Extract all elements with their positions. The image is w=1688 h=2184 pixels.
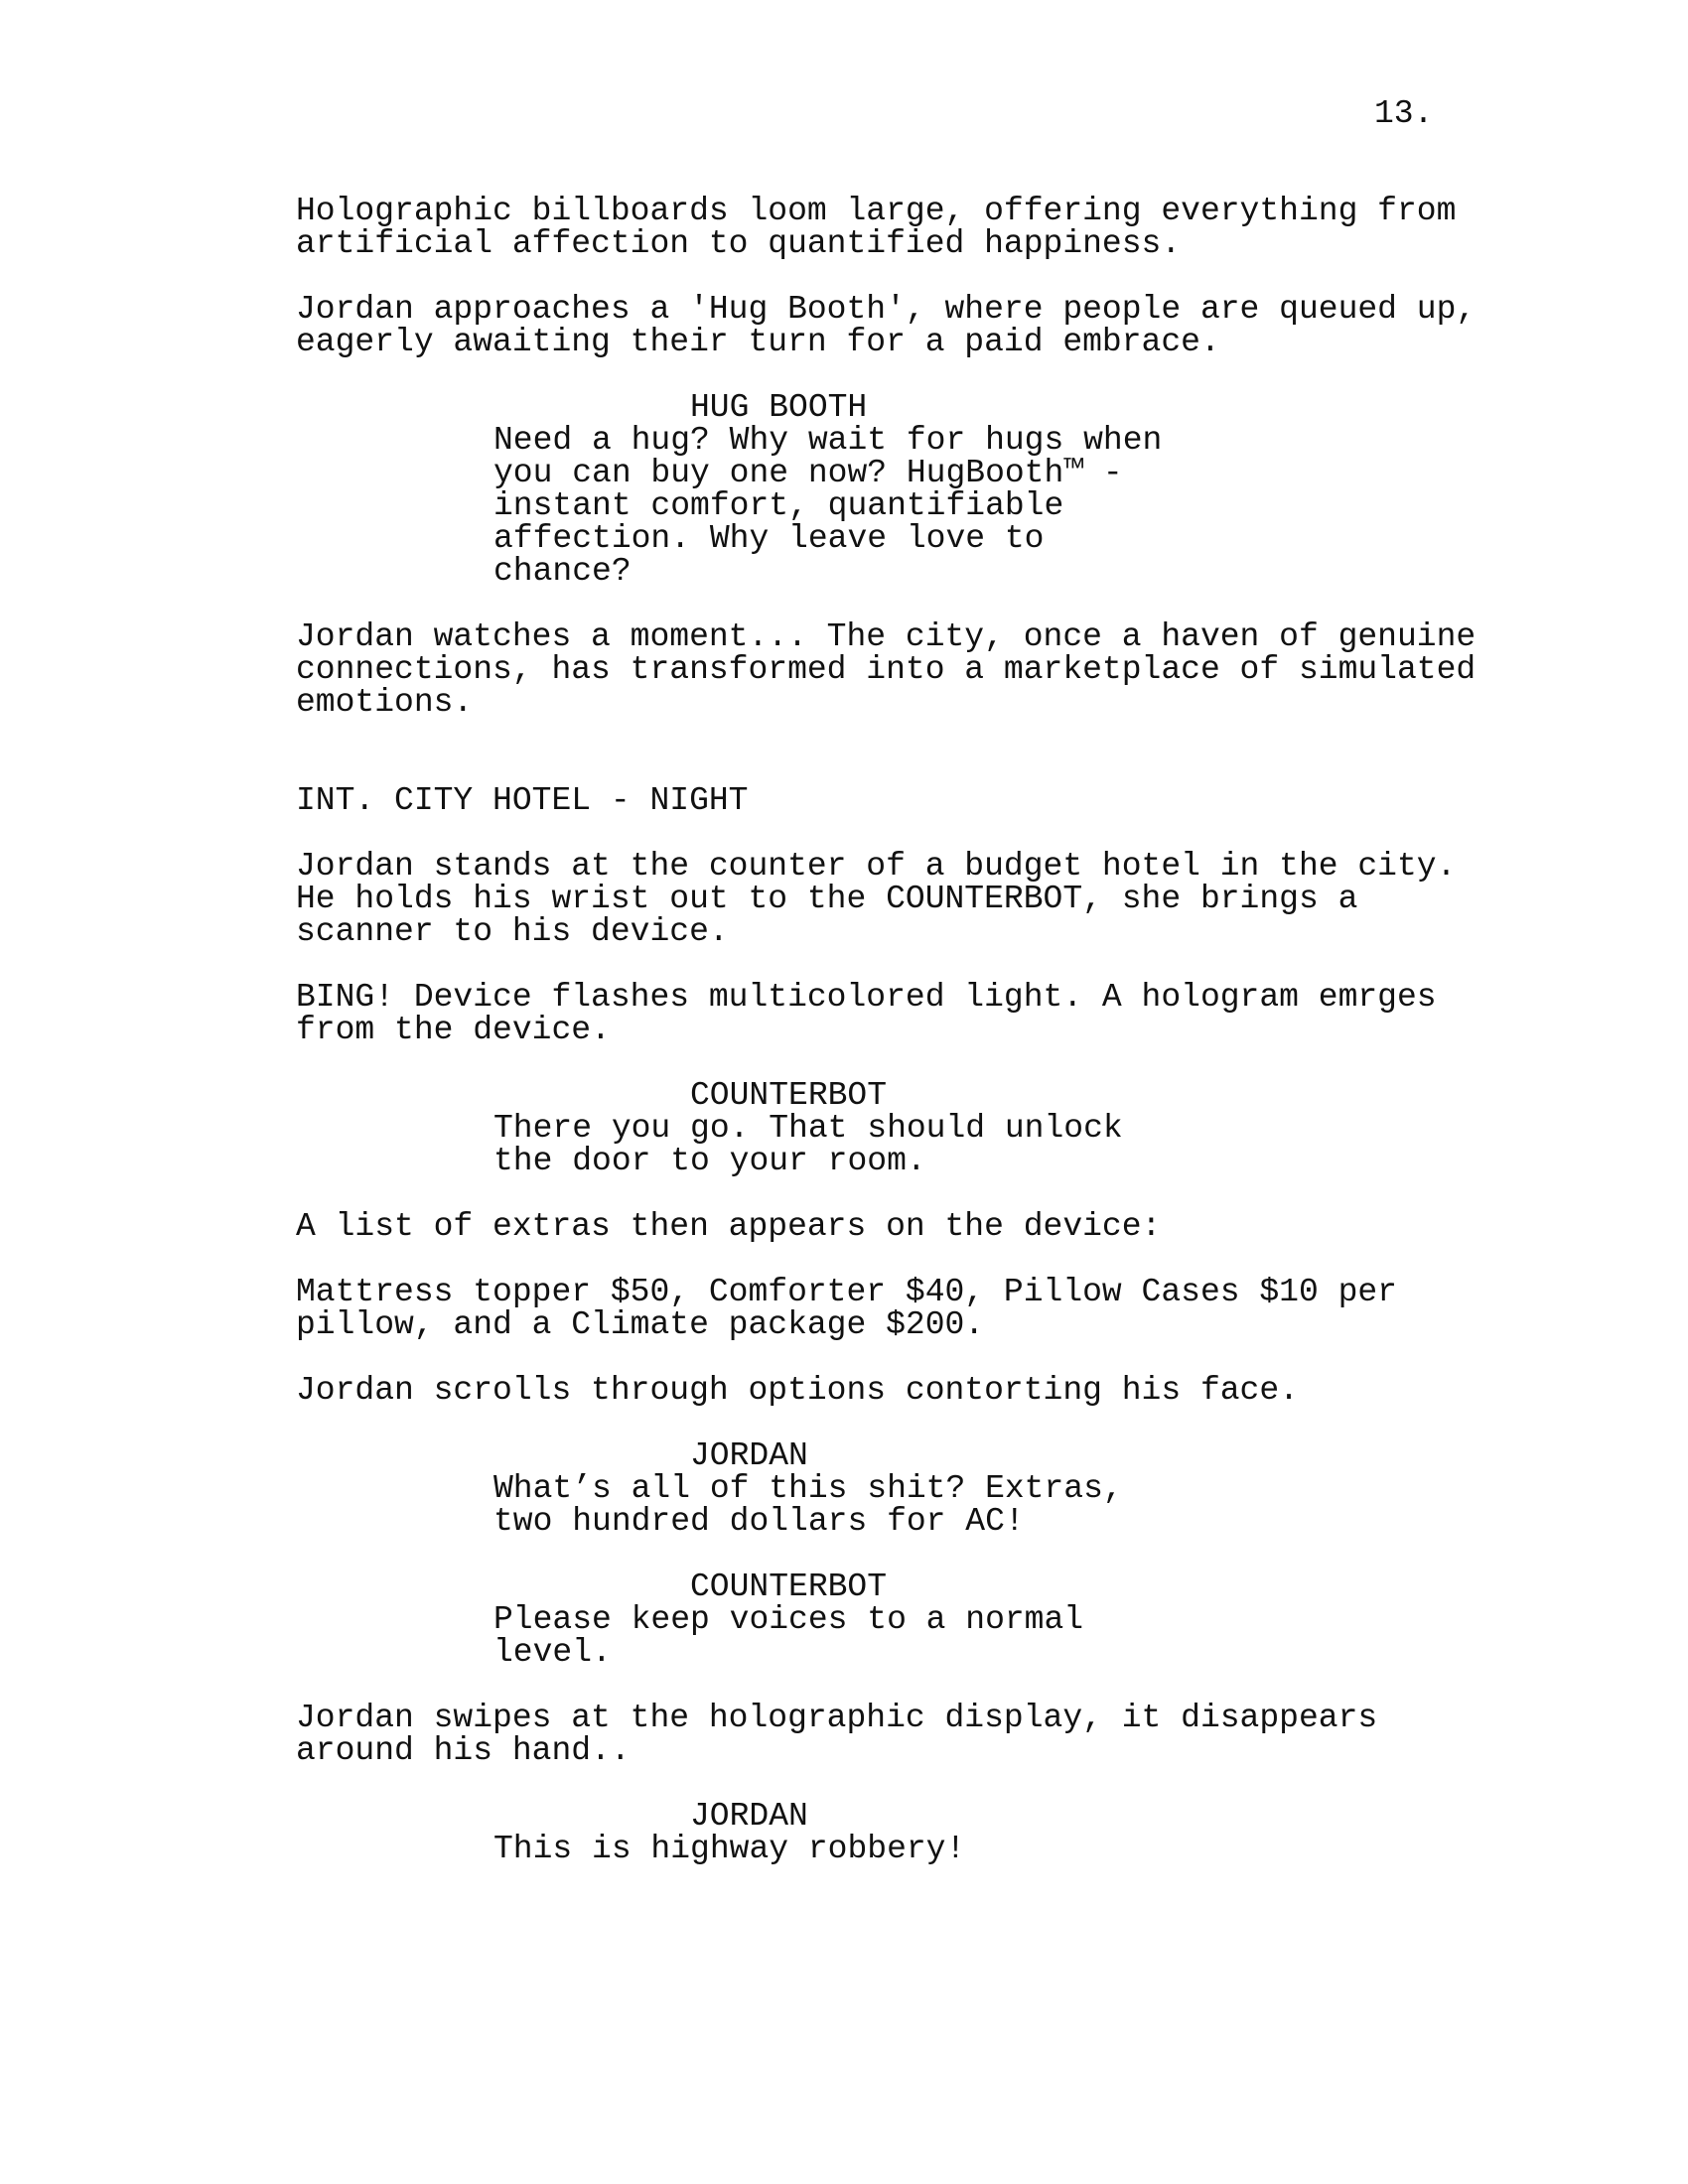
character-name: JORDAN	[690, 1437, 808, 1474]
dialogue: What’s all of this shit? Extras, two hundred dollars for AC!	[493, 1470, 1123, 1540]
character-name: COUNTERBOT	[690, 1077, 888, 1114]
action-line: Holographic billboards loom large, offering everything from artificial affection to quantified happiness.	[296, 193, 1457, 262]
action-line: BING! Device flashes multicolored light. A hologram emrges from the device.	[296, 979, 1437, 1048]
action-line: Mattress topper $50, Comforter $40, Pillow Cases $10 per pillow, and a Climate package $200.	[296, 1274, 1397, 1343]
page-number: 13.	[1374, 95, 1434, 132]
action-line: Jordan watches a moment... The city, once a haven of genuine connections, has transformed into a marketplace of simulated emotions.	[296, 618, 1477, 721]
character-name: COUNTERBOT	[690, 1569, 888, 1605]
dialogue: Please keep voices to a normal level.	[493, 1601, 1084, 1671]
action-line: Jordan approaches a 'Hug Booth', where people are queued up, eagerly awaiting their turn for a paid embrace.	[296, 291, 1477, 360]
character-name: JORDAN	[690, 1798, 808, 1835]
character-name: HUG BOOTH	[690, 389, 868, 426]
dialogue: There you go. That should unlock the door to your room.	[493, 1110, 1123, 1179]
action-line: Jordan swipes at the holographic display, it disappears around his hand..	[296, 1700, 1378, 1769]
action-line: Jordan scrolls through options contorting his face.	[296, 1372, 1299, 1409]
action-line: Jordan stands at the counter of a budget hotel in the city. He holds his wrist out to the COUNTERBOT, she brings a scanner to his device.	[296, 848, 1457, 950]
action-line: A list of extras then appears on the device:	[296, 1208, 1162, 1245]
dialogue: This is highway robbery!	[493, 1831, 966, 1867]
dialogue: Need a hug? Why wait for hugs when you can buy one now? HugBooth™ - instant comfort, quantifiable affection. Why leave love to chance?	[493, 422, 1163, 590]
scene-heading: INT. CITY HOTEL - NIGHT	[296, 782, 749, 819]
